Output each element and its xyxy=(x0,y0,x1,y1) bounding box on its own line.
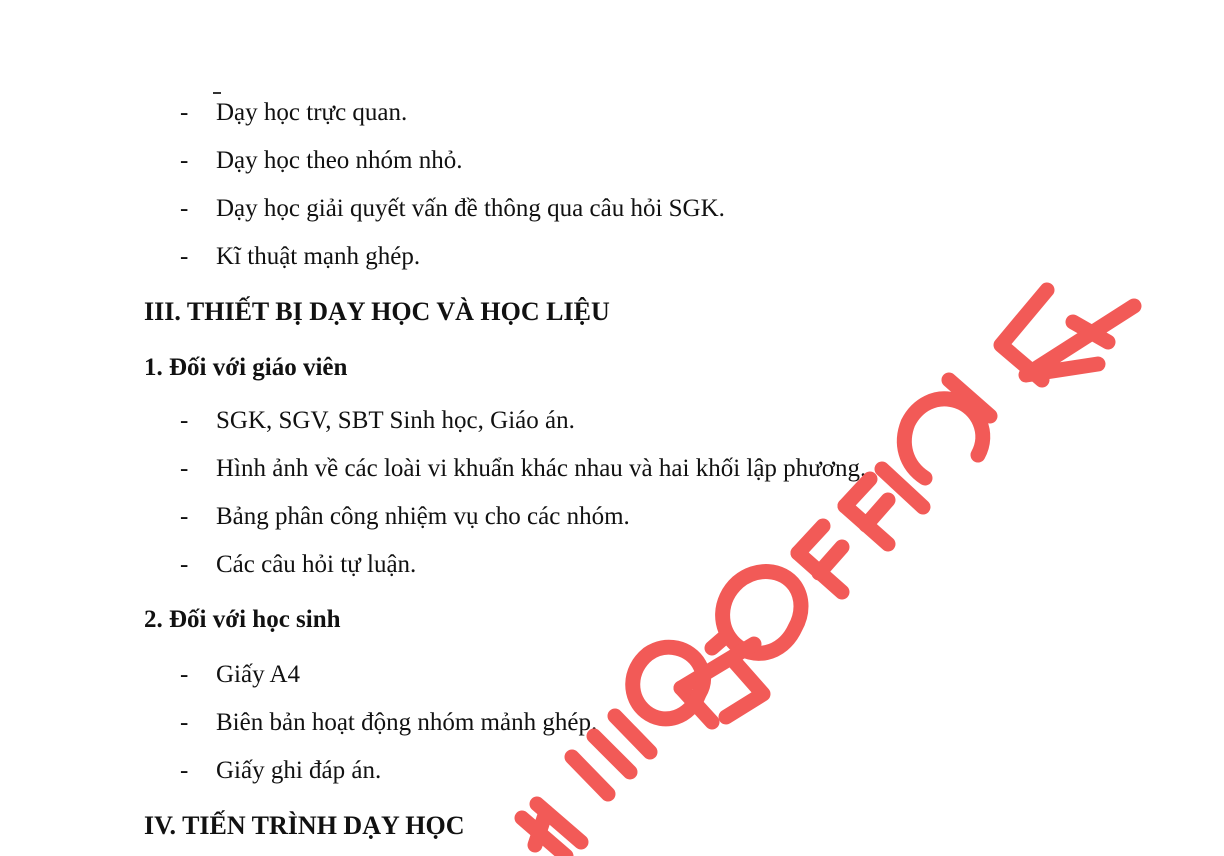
subheading-teacher: 1. Đối với giáo viên xyxy=(144,354,348,381)
bullet-dash: - xyxy=(180,661,189,688)
list-item-text: Giấy ghi đáp án. xyxy=(216,757,382,784)
list-item-text: SGK, SGV, SBT Sinh học, Giáo án. xyxy=(216,407,575,434)
list-item-text: Dạy học theo nhóm nhỏ. xyxy=(216,147,463,174)
list-item-text: Bảng phân công nhiệm vụ cho các nhóm. xyxy=(216,503,630,530)
bullet-dash: - xyxy=(180,99,189,126)
bullet-dash: - xyxy=(180,551,189,578)
list-item-text: Biên bản hoạt động nhóm mảnh ghép. xyxy=(216,709,598,736)
list-item-text: Kĩ thuật mạnh ghép. xyxy=(216,243,421,270)
bullet-dash: - xyxy=(180,407,189,434)
section-heading-process: IV. TIẾN TRÌNH DẠY HỌC xyxy=(144,811,465,840)
bullet-dash: - xyxy=(180,243,189,270)
list-item-text: Dạy học trực quan. xyxy=(216,99,408,126)
bullet-dash: - xyxy=(180,503,189,530)
bullet-dash: - xyxy=(180,455,189,482)
list-item-text: Dạy học giải quyết vấn đề thông qua câu hỏi SGK. xyxy=(216,195,725,222)
bullet-dash: - xyxy=(180,709,189,736)
bullet-dash: - xyxy=(180,757,189,784)
list-item-text: Các câu hỏi tự luận. xyxy=(216,551,417,578)
bullet-dash: - xyxy=(180,195,189,222)
subheading-student: 2. Đối với học sinh xyxy=(144,606,341,633)
list-item-text: Giấy A4 xyxy=(216,661,301,688)
list-item-text: Hình ảnh về các loài vi khuẩn khác nhau và hai khối lập phương. xyxy=(216,455,867,482)
bullet-dash: - xyxy=(180,147,189,174)
page-edge-mark xyxy=(213,92,221,94)
section-heading-equipment: III. THIẾT BỊ DẠY HỌC VÀ HỌC LIỆU xyxy=(144,297,610,326)
